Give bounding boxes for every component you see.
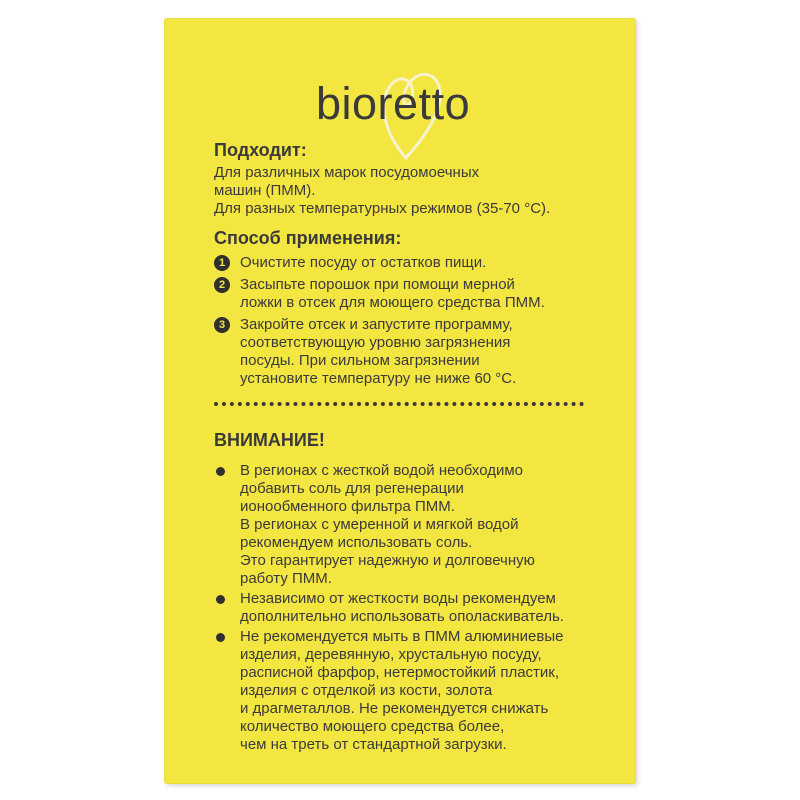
suits-heading: Подходит: bbox=[214, 140, 307, 160]
step-line: установите температуру не ниже 60 °С. bbox=[240, 370, 517, 387]
warning-heading: ВНИМАНИЕ! bbox=[214, 430, 325, 450]
brand-logo: bioretto bbox=[316, 78, 471, 129]
usage-step bbox=[214, 254, 614, 272]
step-line: Засыпьте порошок при помощи мерной bbox=[240, 276, 515, 293]
usage-heading: Способ применения: bbox=[214, 228, 402, 248]
bullet-icon bbox=[216, 595, 225, 604]
step-number-badge: 3 bbox=[214, 317, 230, 333]
warning-line: изделия, деревянную, хрустальную посуду, bbox=[240, 646, 542, 663]
warning-line: добавить соль для регенерации bbox=[240, 480, 464, 497]
step-number-badge: 1 bbox=[214, 255, 230, 271]
warning-line: дополнительно использовать ополаскиватель. bbox=[240, 608, 564, 625]
suits-line: Для различных марок посудомоечных bbox=[214, 164, 480, 181]
usage-steps bbox=[214, 254, 614, 388]
package-panel bbox=[164, 18, 636, 784]
warning-line: изделия с отделкой из кости, золота bbox=[240, 682, 493, 699]
bullet-icon bbox=[216, 467, 225, 476]
warning-line: В регионах с умеренной и мягкой водой bbox=[240, 516, 519, 533]
warning-item bbox=[214, 590, 614, 626]
warning-line: чем на треть от стандартной загрузки. bbox=[240, 736, 507, 753]
warning-line: работу ПММ. bbox=[240, 570, 332, 587]
warning-line: количество моющего средства более, bbox=[240, 718, 505, 735]
step-line: Очистите посуду от остатков пищи. bbox=[240, 254, 487, 271]
warning-line: Это гарантирует надежную и долговечную bbox=[240, 552, 535, 569]
warning-line: рекомендуем использовать соль. bbox=[240, 534, 473, 551]
instructions bbox=[214, 140, 614, 756]
step-line: Закройте отсек и запустите программу, bbox=[240, 316, 513, 333]
suits-line: Для разных температурных режимов (35-70 °С). bbox=[214, 200, 551, 217]
warning-line: и драгметаллов. Не рекомендуется снижать bbox=[240, 700, 549, 717]
step-line: соответствующую уровню загрязнения bbox=[240, 334, 511, 351]
suits-text bbox=[214, 164, 614, 218]
bullet-icon bbox=[216, 633, 225, 642]
step-number-badge: 2 bbox=[214, 277, 230, 293]
dotted-divider bbox=[214, 402, 584, 410]
usage-step bbox=[214, 276, 614, 312]
warning-line: ионообменного фильтра ПММ. bbox=[240, 498, 455, 515]
warning-line: расписной фарфор, нетермостойкий пластик, bbox=[240, 664, 560, 681]
warning-item bbox=[214, 462, 614, 588]
suits-line: машин (ПММ). bbox=[214, 182, 316, 199]
warning-line: Не рекомендуется мыть в ПММ алюминиевые bbox=[240, 628, 564, 645]
warning-item bbox=[214, 628, 614, 754]
step-line: ложки в отсек для моющего средства ПММ. bbox=[240, 294, 545, 311]
warning-line: В регионах с жесткой водой необходимо bbox=[240, 462, 524, 479]
usage-step bbox=[214, 316, 614, 388]
warning-line: Независимо от жесткости воды рекомендуем bbox=[240, 590, 556, 607]
warning-list bbox=[214, 462, 614, 754]
step-line: посуды. При сильном загрязнении bbox=[240, 352, 480, 369]
